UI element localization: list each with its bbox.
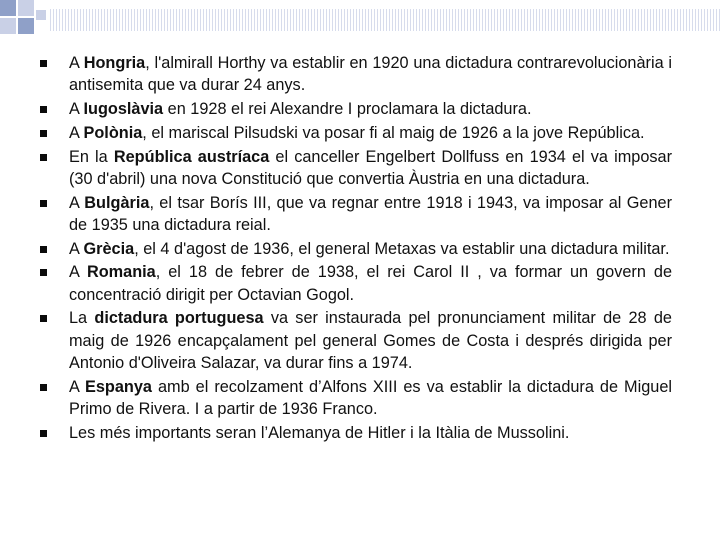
list-item: A Bulgària, el tsar Borís III, que va regnar entre 1918 i 1943, va imposar al Gener de 1935 una dictadura reial. xyxy=(40,192,672,236)
deco-square xyxy=(0,18,16,34)
deco-square xyxy=(18,0,34,16)
list-item: A Polònia, el mariscal Pilsudski va posar fi al maig de 1926 a la jove República. xyxy=(40,122,672,144)
list-item: En la República austríaca el canceller Engelbert Dollfuss en 1934 el va imposar (30 d'abril) una nova Constitució que convertia Àustria en una dictadura. xyxy=(40,146,672,190)
list-item: Les més importants seran l’Alemanya de Hitler i la Itàlia de Mussolini. xyxy=(40,422,672,444)
deco-square xyxy=(36,10,46,20)
list-item: A Grècia, el 4 d'agost de 1936, el general Metaxas va establir una dictadura militar. xyxy=(40,238,672,260)
bullet-marker xyxy=(40,60,47,67)
bullet-marker xyxy=(40,315,47,322)
list-item: A Romania, el 18 de febrer de 1938, el rei Carol II , va formar un govern de concentració dirigit per Octavian Gogol. xyxy=(40,261,672,305)
header-decoration xyxy=(0,0,720,40)
deco-square xyxy=(18,18,34,34)
bullet-marker xyxy=(40,154,47,161)
list-item: La dictadura portuguesa va ser instaurada pel pronunciament militar de 28 de maig de 1926 encapçalament pel general Gomes de Costa i després dirigida per Antonio d'Oliveira Salazar, va durar fins a 1974. xyxy=(40,307,672,374)
bullet-marker xyxy=(40,246,47,253)
bullet-marker xyxy=(40,106,47,113)
deco-square xyxy=(0,0,16,16)
bullet-marker xyxy=(40,130,47,137)
bullet-marker xyxy=(40,384,47,391)
bullet-marker xyxy=(40,430,47,437)
bullet-list xyxy=(40,52,672,445)
list-item: A Espanya amb el recolzament d’Alfons XIII es va establir la dictadura de Miguel Primo de Rivera. I a partir de 1936 Franco. xyxy=(40,376,672,420)
deco-stripe xyxy=(50,9,720,31)
bullet-marker xyxy=(40,269,47,276)
bullet-marker xyxy=(40,200,47,207)
list-item: A Iugoslàvia en 1928 el rei Alexandre I proclamara la dictadura. xyxy=(40,98,672,120)
list-item: A Hongria, l'almirall Horthy va establir en 1920 una dictadura contrarevolucionària i antisemita que va durar 24 anys. xyxy=(40,52,672,96)
